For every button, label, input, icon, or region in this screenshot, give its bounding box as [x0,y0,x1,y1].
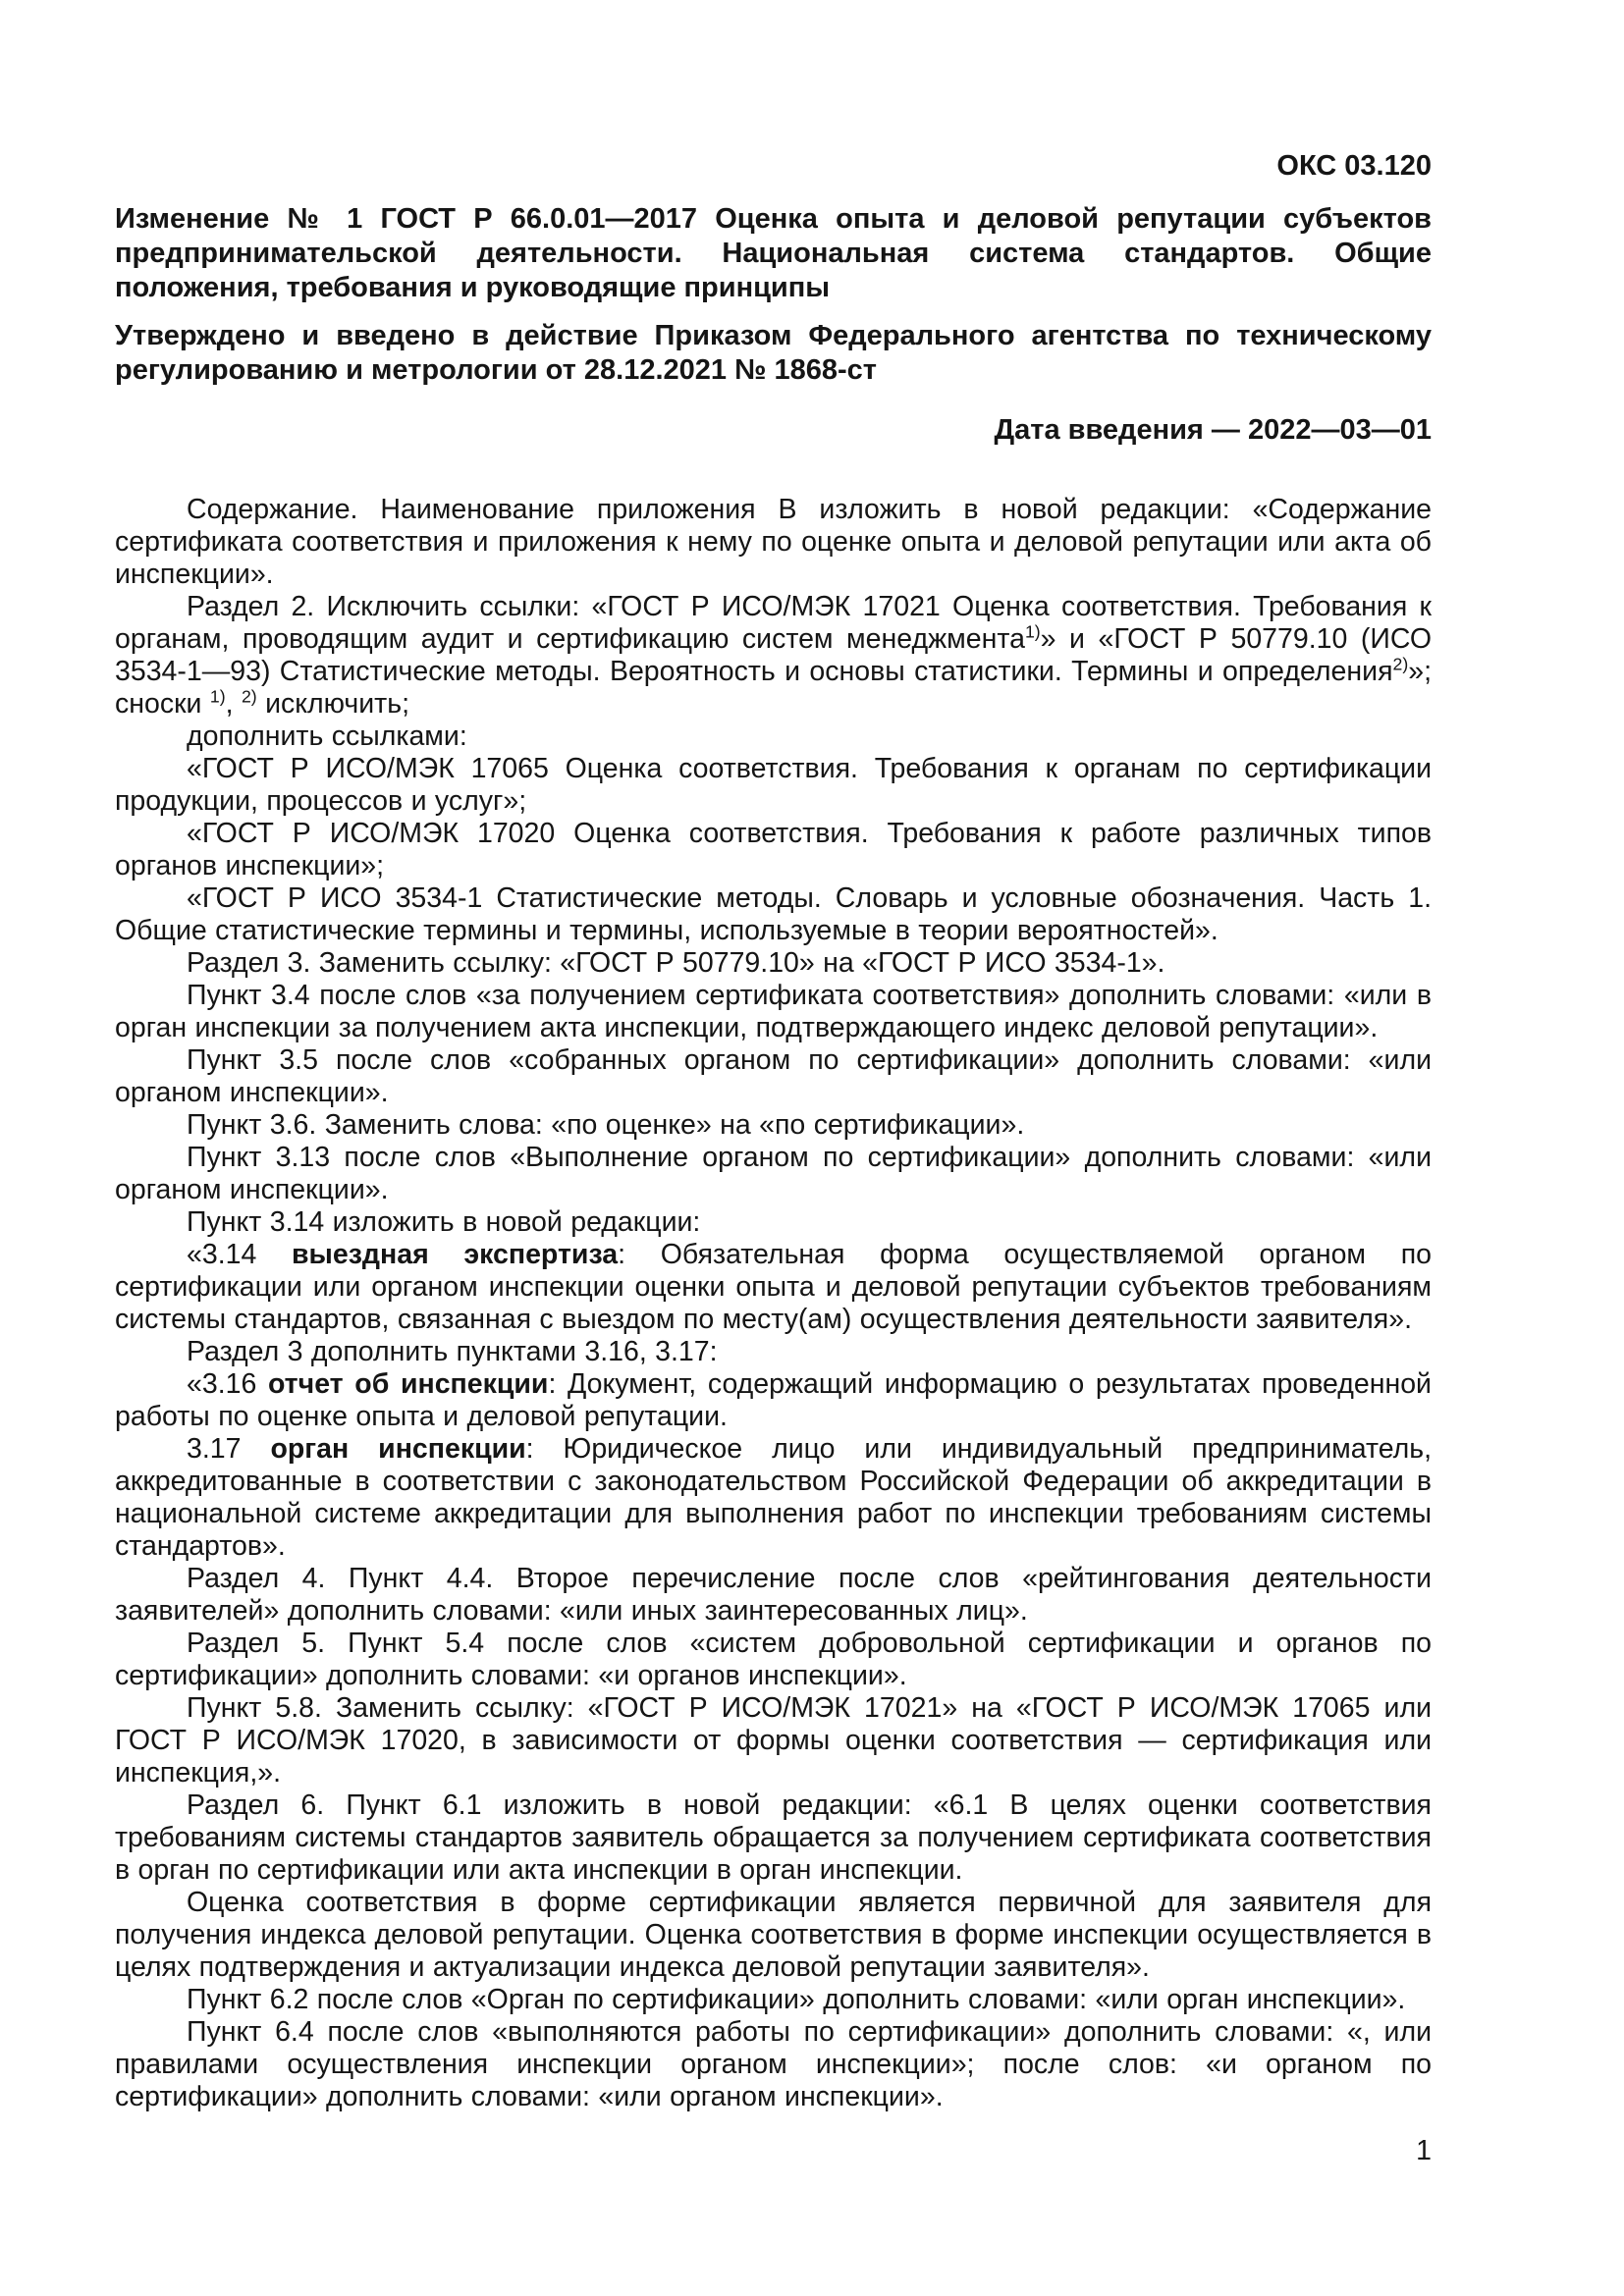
footnote-superscript: 1) [209,686,226,707]
bold-term: отчет об инспекции [267,1368,549,1400]
text-run: Пункт 3.4 после слов «за получением сертификата соответствия» дополнить словами: «или в орган инспекции за получением акта инспекции, подтверждающего индекс деловой репутации». [115,980,1432,1043]
document-body [115,494,1432,2113]
paragraph [115,818,1432,882]
footnote-superscript: 2) [241,686,257,707]
text-run: , [225,688,242,720]
text-run: исключить; [256,688,409,720]
paragraph [115,1563,1432,1628]
paragraph [115,1628,1432,1692]
text-run: Раздел 2. Исключить ссылки: «ГОСТ Р ИСО/МЭК 17021 Оценка соответствия. Требования к органам, проводящим аудит и сертификацию систем менеджмента [115,591,1432,655]
bold-term: выездная экспертиза [292,1239,619,1270]
text-run: : Юридическое лицо или индивидуальный предприниматель, аккредитованные в соответствии с законодательством Российской Федерации об аккредитации в национальной системе аккредитации для выполнения работ по инспекции требованиям системы стандартов». [115,1433,1432,1562]
text-run: 3.17 [187,1433,271,1465]
bold-term: орган инспекции [270,1433,526,1465]
text-run: : Документ, содержащий информацию о результатах проведенной работы по оценке опыта и деловой репутации. [115,1368,1432,1432]
text-run: Пункт 3.14 изложить в новой редакции: [187,1206,701,1238]
text-run: Пункт 6.2 после слов «Орган по сертификации» дополнить словами: «или орган инспекции». [187,1984,1406,2015]
text-run: »; сноски [115,656,1432,720]
paragraph [115,1368,1432,1433]
text-run: Раздел 5. Пункт 5.4 после слов «систем добровольной сертификации и органов по сертификации» дополнить словами: «и органов инспекции». [115,1628,1432,1691]
text-run: » и «ГОСТ Р 50779.10 (ИСО 3534-1—93) Статистические методы. Вероятность и основы статистики. Термины и определения [115,623,1432,687]
paragraph [115,1433,1432,1563]
document-title: Изменение № 1 ГОСТ Р 66.0.01—2017 Оценка опыта и деловой репутации субъектов предпринимательской деятельности. Национальная система стандартов. Общие положения, требования и руководящие принципы [115,203,1432,303]
text-run: : Обязательная форма осуществляемой органом по сертификации или органом инспекции оценки опыта и деловой репутации субъектов требованиям системы стандартов, связанная с выездом по месту(ам) осуществления деятельности заявителя». [115,1239,1433,1335]
paragraph [115,753,1432,818]
text-run: «3.14 [187,1239,293,1270]
paragraph [115,1336,1432,1368]
text-run: Пункт 6.4 после слов «выполняются работы по сертификации» дополнить словами: «, или правилами осуществления инспекции органом инспекции»; после слов: «и органом по сертификации» дополнить словами: «или органом инспекции». [115,2016,1432,2112]
paragraph [115,882,1432,947]
paragraph [115,980,1432,1044]
footnote-superscript: 1) [1024,621,1041,642]
approval-statement: Утверждено и введено в действие Приказом Федерального агентства по техническому регулированию и метрологии от 28.12.2021 № 1868-ст [115,320,1432,386]
text-run: «ГОСТ Р ИСО/МЭК 17065 Оценка соответствия. Требования к органам по сертификации продукции, процессов и услуг»; [115,753,1432,817]
text-run: Содержание. Наименование приложения В изложить в новой редакции: «Содержание сертификата соответствия и приложения к нему по оценке опыта и деловой репутации или акта об инспекции». [115,494,1432,590]
effective-date: Дата введения — 2022—03—01 [994,414,1432,446]
text-run: Пункт 3.6. Заменить слова: «по оценке» на «по сертификации». [187,1109,1025,1141]
paragraph [115,2016,1432,2113]
paragraph [115,494,1432,591]
text-run: Раздел 6. Пункт 6.1 изложить в новой редакции: «6.1 В целях оценки соответствия требованиям системы стандартов заявитель обращается за получением сертификата соответствия в орган по сертификации или акта инспекции в орган инспекции. [115,1789,1432,1886]
paragraph [115,1239,1432,1336]
text-run: Раздел 4. Пункт 4.4. Второе перечисление после слов «рейтингования деятельности заявителей» дополнить словами: «или иных заинтересованных лиц». [115,1563,1432,1627]
paragraph [115,1887,1432,1984]
text-run: Оценка соответствия в форме сертификации является первичной для заявителя для получения индекса деловой репутации. Оценка соответствия в форме инспекции осуществляется в целях подтверждения и актуализации индекса деловой репутации заявителя». [115,1887,1432,1983]
text-run: Пункт 3.13 после слов «Выполнение органом по сертификации» дополнить словами: «или органом инспекции». [115,1142,1432,1205]
text-run: Пункт 3.5 после слов «собранных органом по сертификации» дополнить словами: «или органом инспекции». [115,1044,1432,1108]
text-run: Раздел 3 дополнить пунктами 3.16, 3.17: [187,1336,718,1367]
paragraph [115,1142,1432,1206]
paragraph [115,1109,1432,1142]
paragraph [115,1692,1432,1789]
text-run: Раздел 3. Заменить ссылку: «ГОСТ Р 50779.10» на «ГОСТ Р ИСО 3534-1». [187,947,1165,979]
text-run: «3.16 [187,1368,268,1400]
text-run: дополнить ссылками: [187,721,467,752]
paragraph [115,591,1432,721]
paragraph [115,1206,1432,1239]
text-run: «ГОСТ Р ИСО 3534-1 Статистические методы. Словарь и условные обозначения. Часть 1. Общие статистические термины и термины, используемые в теории вероятностей». [115,882,1432,946]
paragraph [115,947,1432,980]
paragraph [115,1789,1432,1887]
paragraph [115,1044,1432,1109]
text-run: «ГОСТ Р ИСО/МЭК 17020 Оценка соответствия. Требования к работе различных типов органов инспекции»; [115,818,1432,881]
text-run: Пункт 5.8. Заменить ссылку: «ГОСТ Р ИСО/МЭК 17021» на «ГОСТ Р ИСО/МЭК 17065 или ГОСТ Р ИСО/МЭК 17020, в зависимости от формы оценки соответствия — сертификация или инспекция,». [115,1692,1432,1789]
paragraph [115,1984,1432,2016]
footnote-superscript: 2) [1392,654,1409,674]
oks-classification-code: ОКС 03.120 [1276,150,1432,182]
page-number: 1 [1416,2135,1432,2166]
paragraph [115,721,1432,753]
